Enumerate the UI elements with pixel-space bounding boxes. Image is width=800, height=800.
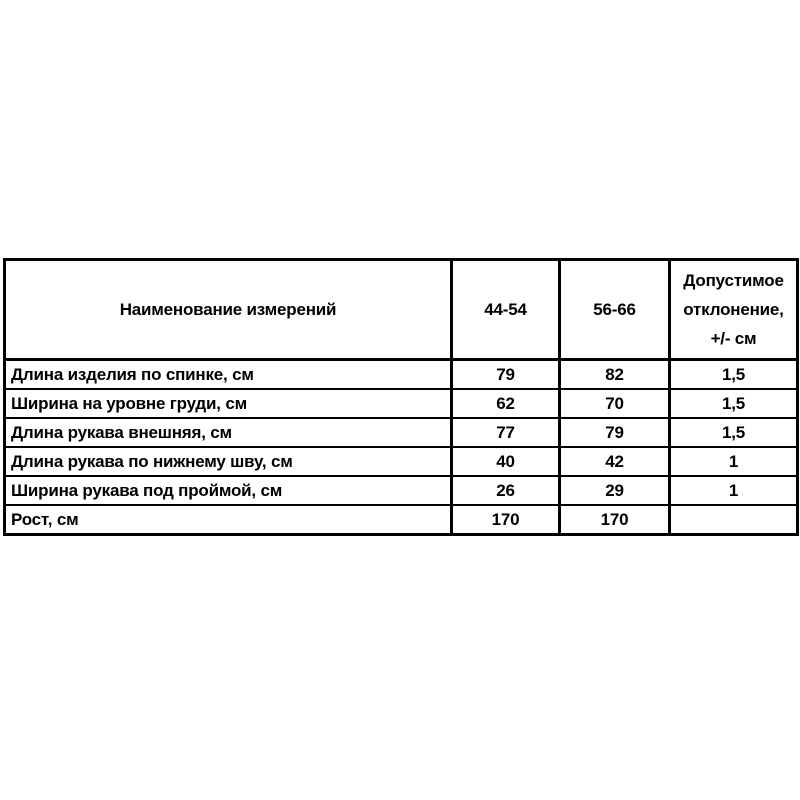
value-tolerance: 1 [670,447,798,476]
measurement-name: Ширина рукава под проймой, см [5,476,452,505]
measurement-name: Длина рукава внешняя, см [5,418,452,447]
value-tolerance: 1,5 [670,389,798,418]
value-56-66: 79 [560,418,670,447]
value-56-66: 29 [560,476,670,505]
header-size-44-54: 44-54 [452,260,560,360]
table-row [5,447,798,476]
table-row [5,476,798,505]
table-row [5,418,798,447]
value-56-66: 70 [560,389,670,418]
value-tolerance: 1 [670,476,798,505]
header-tolerance [670,260,798,360]
value-44-54: 77 [452,418,560,447]
measurement-name: Длина изделия по спинке, см [5,360,452,390]
value-44-54: 170 [452,505,560,535]
header-measurement-name: Наименование измерений [5,260,452,360]
header-size-56-66: 56-66 [560,260,670,360]
value-tolerance: 1,5 [670,418,798,447]
header-row [5,260,798,360]
value-56-66: 42 [560,447,670,476]
table-row [5,389,798,418]
table-row [5,505,798,535]
value-56-66: 82 [560,360,670,390]
value-tolerance [670,505,798,535]
measurement-name: Рост, см [5,505,452,535]
value-56-66: 170 [560,505,670,535]
value-tolerance: 1,5 [670,360,798,390]
measurement-name: Ширина на уровне груди, см [5,389,452,418]
size-chart-table [3,258,799,536]
value-44-54: 62 [452,389,560,418]
table-row [5,360,798,390]
value-44-54: 79 [452,360,560,390]
header-tolerance-line-1: Допустимое [683,271,784,290]
value-44-54: 26 [452,476,560,505]
measurement-name: Длина рукава по нижнему шву, см [5,447,452,476]
header-tolerance-line-3: +/- см [710,329,757,348]
value-44-54: 40 [452,447,560,476]
header-tolerance-line-2: отклонение, [683,300,784,319]
